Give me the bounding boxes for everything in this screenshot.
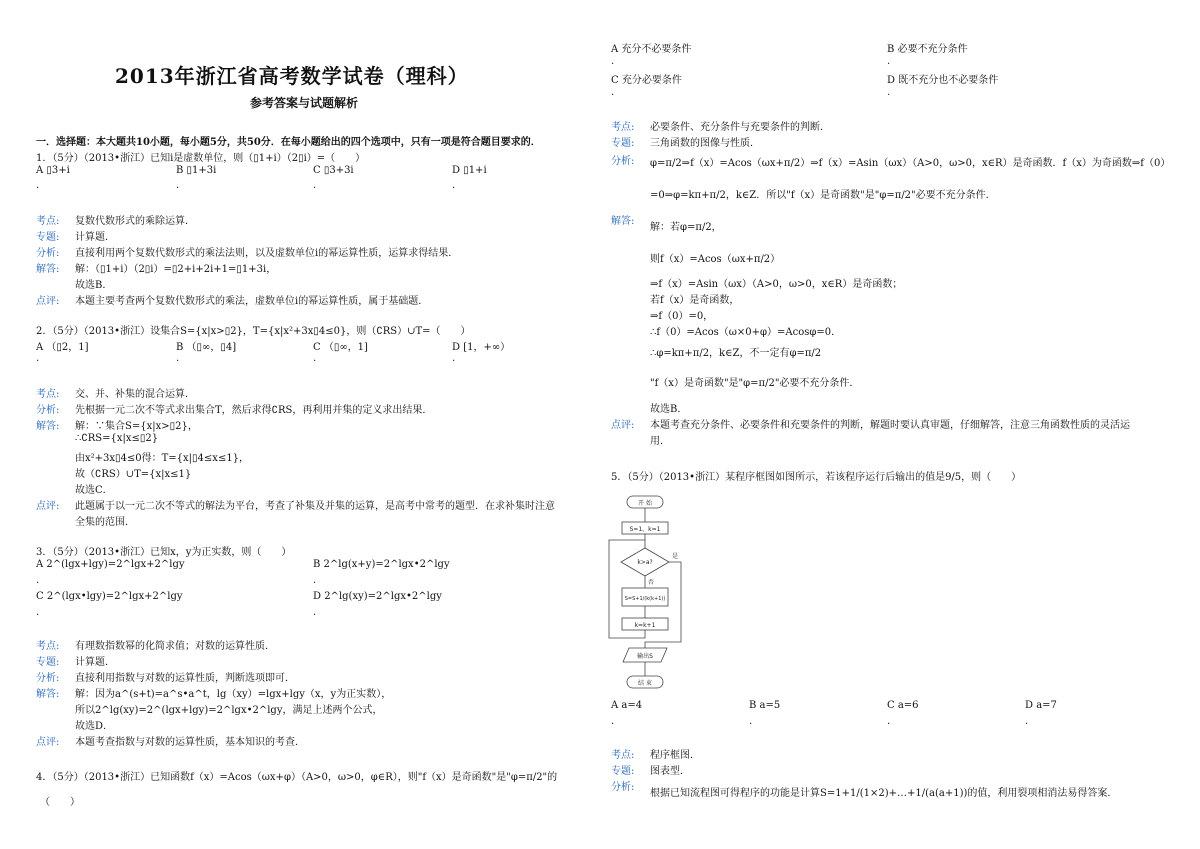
q3-stem: 3．（5分）（2013•浙江）已知x，y为正实数，则（ ）	[36, 547, 292, 558]
q3-jieda-3: 故选D．	[75, 721, 114, 732]
q5-dot-b: .	[749, 716, 753, 727]
flow-start-text: 开 始	[638, 500, 652, 507]
q4-option-b: B 必要不充分条件	[887, 44, 968, 55]
q5-fenxi: 根据已知流程图可得程序的功能是计算S=1+1/(1×2)+…+1/(a(a+1))的值，利用裂项相消法易得答案．	[650, 788, 1118, 799]
q3-zhuanti-label: 专题:	[36, 657, 60, 668]
q1-stem: 1．（5分）（2013•浙江）已知i是虚数单位，则（▯1+i）（2▯i）=（ ）	[36, 153, 366, 164]
q2-option-b: B （▯∞，▯4]	[176, 342, 237, 353]
q4-dot-a: .	[611, 56, 615, 67]
q2-option-a: A （▯2，1]	[36, 342, 89, 353]
flow-yes-text: 是	[671, 553, 679, 560]
q5-dot-c: .	[887, 716, 891, 727]
q4-jieda-4: 若f（x）是奇函数，	[650, 295, 740, 306]
q1-kaodian-label: 考点:	[36, 216, 60, 227]
q4-zhuanti-label: 专题:	[611, 138, 635, 149]
q2-dot-c: .	[313, 353, 317, 364]
q2-option-d: D [1，+∞）	[452, 342, 511, 353]
q3-option-b: B 2^lg(x+y)=2^lgx•2^lgy	[313, 559, 450, 570]
q4-dianping-2: 用．	[650, 436, 670, 447]
q4-jieda-1: 解：若φ=π/2，	[650, 222, 722, 233]
q3-option-a: A 2^(lgx+lgy)=2^lgx+2^lgy	[36, 559, 185, 570]
q5-flowchart	[607, 492, 687, 696]
q3-zhuanti: 计算题．	[75, 657, 115, 668]
q4-kaodian-label: 考点:	[611, 122, 635, 133]
q4-dianping-1: 本题考查充分条件、必要条件和充要条件的判断，解题时要认真审题，仔细解答，注意三角函数性质的灵活运	[650, 420, 1130, 431]
flow-cond-text: k>a?	[637, 559, 653, 566]
q5-dot-a: .	[611, 716, 615, 727]
q2-dot-d: .	[452, 353, 456, 364]
q3-jieda-label: 解答:	[36, 689, 60, 700]
q4-dot-b: .	[887, 56, 891, 67]
q4-dot-c: .	[611, 87, 615, 98]
q2-kaodian: 交、并、补集的混合运算．	[75, 389, 195, 400]
q3-option-d: D 2^lg(xy)=2^lgx•2^lgy	[313, 591, 442, 602]
q3-dianping: 本题考查指数与对数的运算性质，基本知识的考查．	[75, 737, 305, 748]
flow-init-text: S=1，k=1	[629, 526, 661, 533]
q2-dot-b: .	[176, 353, 180, 364]
q3-dot-a: .	[36, 575, 40, 586]
q4-jieda-2: 则f（x）=Acos（ωx+π/2）	[650, 254, 781, 265]
q5-stem: 5．（5分）（2013•浙江）某程序框图如图所示，若该程序运行后输出的值是9/5，则（ ）	[611, 472, 1022, 483]
q1-dianping: 本题主要考查两个复数代数形式的乘法，虚数单位i的幂运算性质，属于基础题．	[75, 296, 429, 307]
q3-dot-b: .	[313, 575, 317, 586]
q1-option-b: B ▯1+3i	[176, 165, 217, 176]
q2-stem: 2．（5分）（2013•浙江）设集合S={x|x>▯2}，T={x|x²+3x▯4≤0}，则（∁RS）∪T=（ ）	[36, 326, 471, 337]
q4-jieda-9: 故选B．	[650, 404, 688, 415]
q4-jieda-3: ⇒f（x）=Asin（ωx）（A>0，ω>0，x∈R）是奇函数；	[650, 279, 903, 290]
q4-jieda-7: ∴φ=kπ+π/2，k∈Z，不一定有φ=π/2	[650, 348, 822, 359]
q4-jieda-5: ⇒f（0）=0，	[650, 311, 714, 322]
q4-zhuanti: 三角函数的图像与性质．	[650, 138, 760, 149]
q1-zhuanti-label: 专题:	[36, 232, 60, 243]
q3-kaodian-label: 考点:	[36, 641, 60, 652]
q5-option-b: B a=5	[749, 700, 781, 711]
q1-dot-c: .	[313, 180, 317, 191]
flow-assign-text: S=S+1/(k(k+1))	[624, 596, 666, 602]
q4-kaodian: 必要条件、充分条件与充要条件的判断．	[650, 122, 830, 133]
q3-dianping-label: 点评:	[36, 737, 60, 748]
q5-zhuanti: 图表型．	[650, 766, 690, 777]
q5-dot-d: .	[1025, 716, 1029, 727]
q3-kaodian: 有理数指数幂的化简求值；对数的运算性质．	[75, 641, 275, 652]
page-subtitle: 参考答案与试题解析	[250, 96, 359, 110]
q2-dot-a: .	[36, 353, 40, 364]
q4-option-d: D 既不充分也不必要条件	[887, 75, 999, 86]
q2-option-c: C （▯∞，1]	[313, 342, 368, 353]
q2-dianping-1: 此题属于以一元二次不等式的解法为平台，考查了补集及并集的运算，是高考中常考的题型．在求补集时注意	[75, 501, 555, 512]
q1-dot-d: .	[452, 180, 456, 191]
q1-jieda-1: 解：（▯1+i）（2▯i）=▯2+i+2i+1=▯1+3i，	[75, 264, 277, 275]
flow-no-text: 否	[647, 579, 655, 586]
q4-stem-paren: （ ）	[40, 797, 80, 808]
q3-jieda-1: 解：因为a^(s+t)=a^s•a^t，lg（xy）=lgx+lgy（x，y为正实数），	[75, 689, 392, 700]
flow-output-text: 输出S	[637, 653, 653, 660]
q3-jieda-2: 所以2^lg(xy)=2^(lgx+lgy)=2^lgx•2^lgy，满足上述两个公式，	[75, 705, 383, 716]
q2-jieda-3: 由x²+3x▯4≤0得：T={x|▯4≤x≤1}，	[75, 453, 250, 464]
q1-fenxi-label: 分析:	[36, 248, 60, 259]
q4-jieda-label: 解答:	[611, 216, 635, 227]
q5-option-c: C a=6	[887, 700, 919, 711]
q4-fenxi-label: 分析:	[611, 156, 635, 167]
q1-option-d: D ▯1+i	[452, 165, 487, 176]
q3-fenxi-label: 分析:	[36, 673, 60, 684]
q4-stem: 4．（5分）（2013•浙江）已知函数f（x）=Acos（ωx+φ）（A>0，ω>0，φ∈R），则"f（x）是奇函数"是"φ=π/2"的	[36, 772, 558, 783]
q2-jieda-1: 解：∵集合S={x|x>▯2}，	[75, 421, 198, 432]
q1-fenxi: 直接利用两个复数代数形式的乘法法则，以及虚数单位i的幂运算性质，运算求得结果．	[75, 248, 459, 259]
q4-dianping-label: 点评:	[611, 420, 635, 431]
q2-jieda-2: ∴∁RS={x|x≤▯2}	[75, 433, 159, 444]
q1-jieda-2: 故选B．	[75, 280, 113, 291]
q1-dianping-label: 点评:	[36, 296, 60, 307]
q5-option-a: A a=4	[611, 700, 643, 711]
q1-dot-b: .	[176, 180, 180, 191]
q5-kaodian: 程序框图．	[650, 750, 700, 761]
page-title: 2013年浙江省高考数学试卷（理科）	[115, 64, 469, 88]
q2-fenxi-label: 分析:	[36, 405, 60, 416]
q4-option-a: A 充分不必要条件	[611, 44, 692, 55]
q2-fenxi: 先根据一元二次不等式求出集合T，然后求得∁RS，再利用并集的定义求出结果．	[75, 405, 433, 416]
q4-option-c: C 充分必要条件	[611, 75, 682, 86]
section-heading: 一．选择题：本大题共10小题，每小题5分，共50分．在每小题给出的四个选项中，只有一项是符合题目要求的．	[36, 137, 541, 148]
q2-jieda-5: 故选C．	[75, 485, 113, 496]
q1-zhuanti: 计算题．	[75, 232, 115, 243]
q5-kaodian-label: 考点:	[611, 750, 635, 761]
q2-jieda-label: 解答:	[36, 421, 60, 432]
q1-option-c: C ▯3+3i	[313, 165, 354, 176]
q3-option-c: C 2^(lgx•lgy)=2^lgx+2^lgy	[36, 591, 183, 602]
q3-fenxi: 直接利用指数与对数的运算性质，判断选项即可．	[75, 673, 295, 684]
q1-dot-a: .	[36, 180, 40, 191]
q1-kaodian: 复数代数形式的乘除运算．	[75, 216, 195, 227]
q2-kaodian-label: 考点:	[36, 389, 60, 400]
q5-option-d: D a=7	[1025, 700, 1057, 711]
q3-dot-d: .	[313, 607, 317, 618]
q2-dianping-label: 点评:	[36, 501, 60, 512]
q2-dianping-2: 全集的范围．	[75, 517, 135, 528]
q5-zhuanti-label: 专题:	[611, 766, 635, 777]
q1-jieda-label: 解答:	[36, 264, 60, 275]
q5-fenxi-label: 分析:	[611, 782, 635, 793]
flow-inc-text: k=k+1	[634, 622, 656, 629]
q4-dot-d: .	[887, 87, 891, 98]
q3-dot-c: .	[36, 607, 40, 618]
q4-fenxi-2: =0⇒φ=kπ+π/2，k∈Z．所以"f（x）是奇函数"是"φ=π/2"必要不充分条件．	[650, 190, 996, 201]
flow-end-text: 结 束	[638, 680, 652, 687]
q2-jieda-4: 故（∁RS）∪T={x|x≤1}	[75, 469, 192, 480]
q4-jieda-8: "f（x）是奇函数"是"φ=π/2"必要不充分条件．	[650, 378, 860, 389]
q4-jieda-6: ∴f（0）=Acos（ω×0+φ）=Acosφ=0．	[650, 327, 842, 338]
q4-fenxi-1: φ=π/2⇒f（x）=Acos（ωx+π/2）⇒f（x）=Asin（ωx）（A>0，ω>0，x∈R）是奇函数．f（x）为奇函数⇒f（0）	[650, 158, 1171, 169]
q1-option-a: A ▯3+i	[36, 165, 70, 176]
